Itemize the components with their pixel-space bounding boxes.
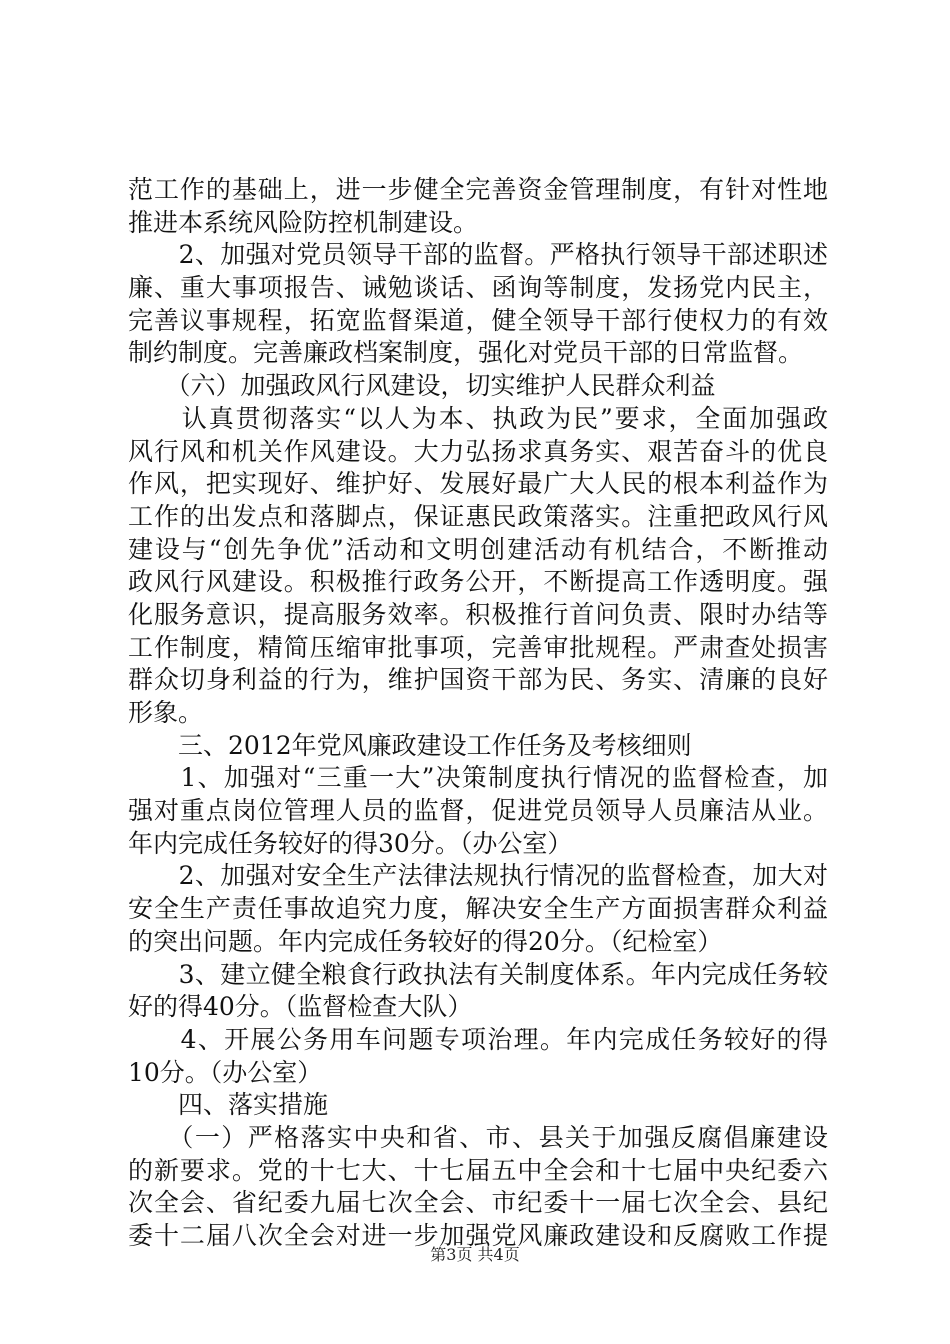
text-line: 工作制度，精简压缩审批事项，完善审批规程。严肃查处损害 bbox=[128, 632, 828, 662]
text-line: 制约制度。完善廉政档案制度，强化对党员干部的日常监督。 bbox=[128, 338, 804, 368]
text-line: 群众切身利益的行为，维护国资干部为民、务实、清廉的良好 bbox=[128, 665, 828, 695]
text-line: 工作的出发点和落脚点，保证惠民政策落实。注重把政风行风 bbox=[128, 501, 828, 531]
text-line: 认真贯彻落实“以人为本、执政为民”要求，全面加强政 bbox=[128, 403, 828, 433]
section-heading: 四、落实措施 bbox=[128, 1090, 329, 1120]
text-line: 年内完成任务较好的得30分。（办公室） bbox=[128, 828, 573, 858]
text-line: 范工作的基础上，进一步健全完善资金管理制度，有针对性地 bbox=[128, 175, 828, 204]
text-line: 好的得40分。（监督检查大队） bbox=[128, 992, 473, 1022]
text-line: 委十二届八次全会对进一步加强党风廉政建设和反腐败工作提 bbox=[128, 1221, 828, 1250]
text-line: 推进本系统风险防控机制建设。 bbox=[128, 207, 479, 237]
text-line: 建设与“创先争优”活动和文明创建活动有机结合，不断推动 bbox=[128, 534, 828, 564]
text-line: 廉、重大事项报告、诫勉谈话、函询等制度，发扬党内民主， bbox=[128, 273, 828, 303]
text-line: 2、加强对安全生产法律法规执行情况的监督检查，加大对 bbox=[128, 861, 828, 891]
text-line: 的新要求。党的十七大、十七届五中全会和十七届中央纪委六 bbox=[128, 1155, 828, 1185]
page-footer: 第3页 共4页 bbox=[430, 1245, 520, 1264]
text-line: 形象。 bbox=[128, 698, 204, 727]
text-line: 3、建立健全粮食行政执法有关制度体系。年内完成任务较 bbox=[128, 959, 828, 989]
text-line: 10分。（办公室） bbox=[128, 1057, 323, 1087]
section-heading: 三、2012年党风廉政建设工作任务及考核细则 bbox=[128, 730, 692, 760]
text-line: 1、加强对“三重一大”决策制度执行情况的监督检查，加 bbox=[128, 763, 828, 793]
text-line: 的突出问题。年内完成任务较好的得20分。（纪检室） bbox=[128, 926, 723, 956]
text-line: （一）严格落实中央和省、市、县关于加强反腐倡廉建设 bbox=[128, 1122, 828, 1152]
text-line: 强对重点岗位管理人员的监督，促进党员领导人员廉洁从业。 bbox=[128, 796, 828, 826]
text-line: 风行风和机关作风建设。大力弘扬求真务实、艰苦奋斗的优良 bbox=[128, 436, 828, 466]
text-line: 完善议事规程，拓宽监督渠道，健全领导干部行使权力的有效 bbox=[128, 305, 828, 335]
document-body bbox=[128, 174, 828, 1253]
text-line: 作风，把实现好、维护好、发展好最广大人民的根本利益作为 bbox=[128, 469, 828, 499]
text-line: 次全会、省纪委九届七次全会、市纪委十一届七次全会、县纪 bbox=[128, 1188, 828, 1218]
text-line: 4、开展公务用车问题专项治理。年内完成任务较好的得 bbox=[128, 1024, 828, 1054]
text-line: 2、加强对党员领导干部的监督。严格执行领导干部述职述 bbox=[128, 240, 828, 270]
text-line: 安全生产责任事故追究力度，解决安全生产方面损害群众利益 bbox=[128, 894, 828, 924]
text-line: 化服务意识，提高服务效率。积极推行首问负责、限时办结等 bbox=[128, 599, 828, 629]
section-heading: （六）加强政风行风建设，切实维护人民群众利益 bbox=[128, 371, 716, 401]
text-line: 政风行风建设。积极推行政务公开，不断提高工作透明度。强 bbox=[128, 567, 828, 597]
